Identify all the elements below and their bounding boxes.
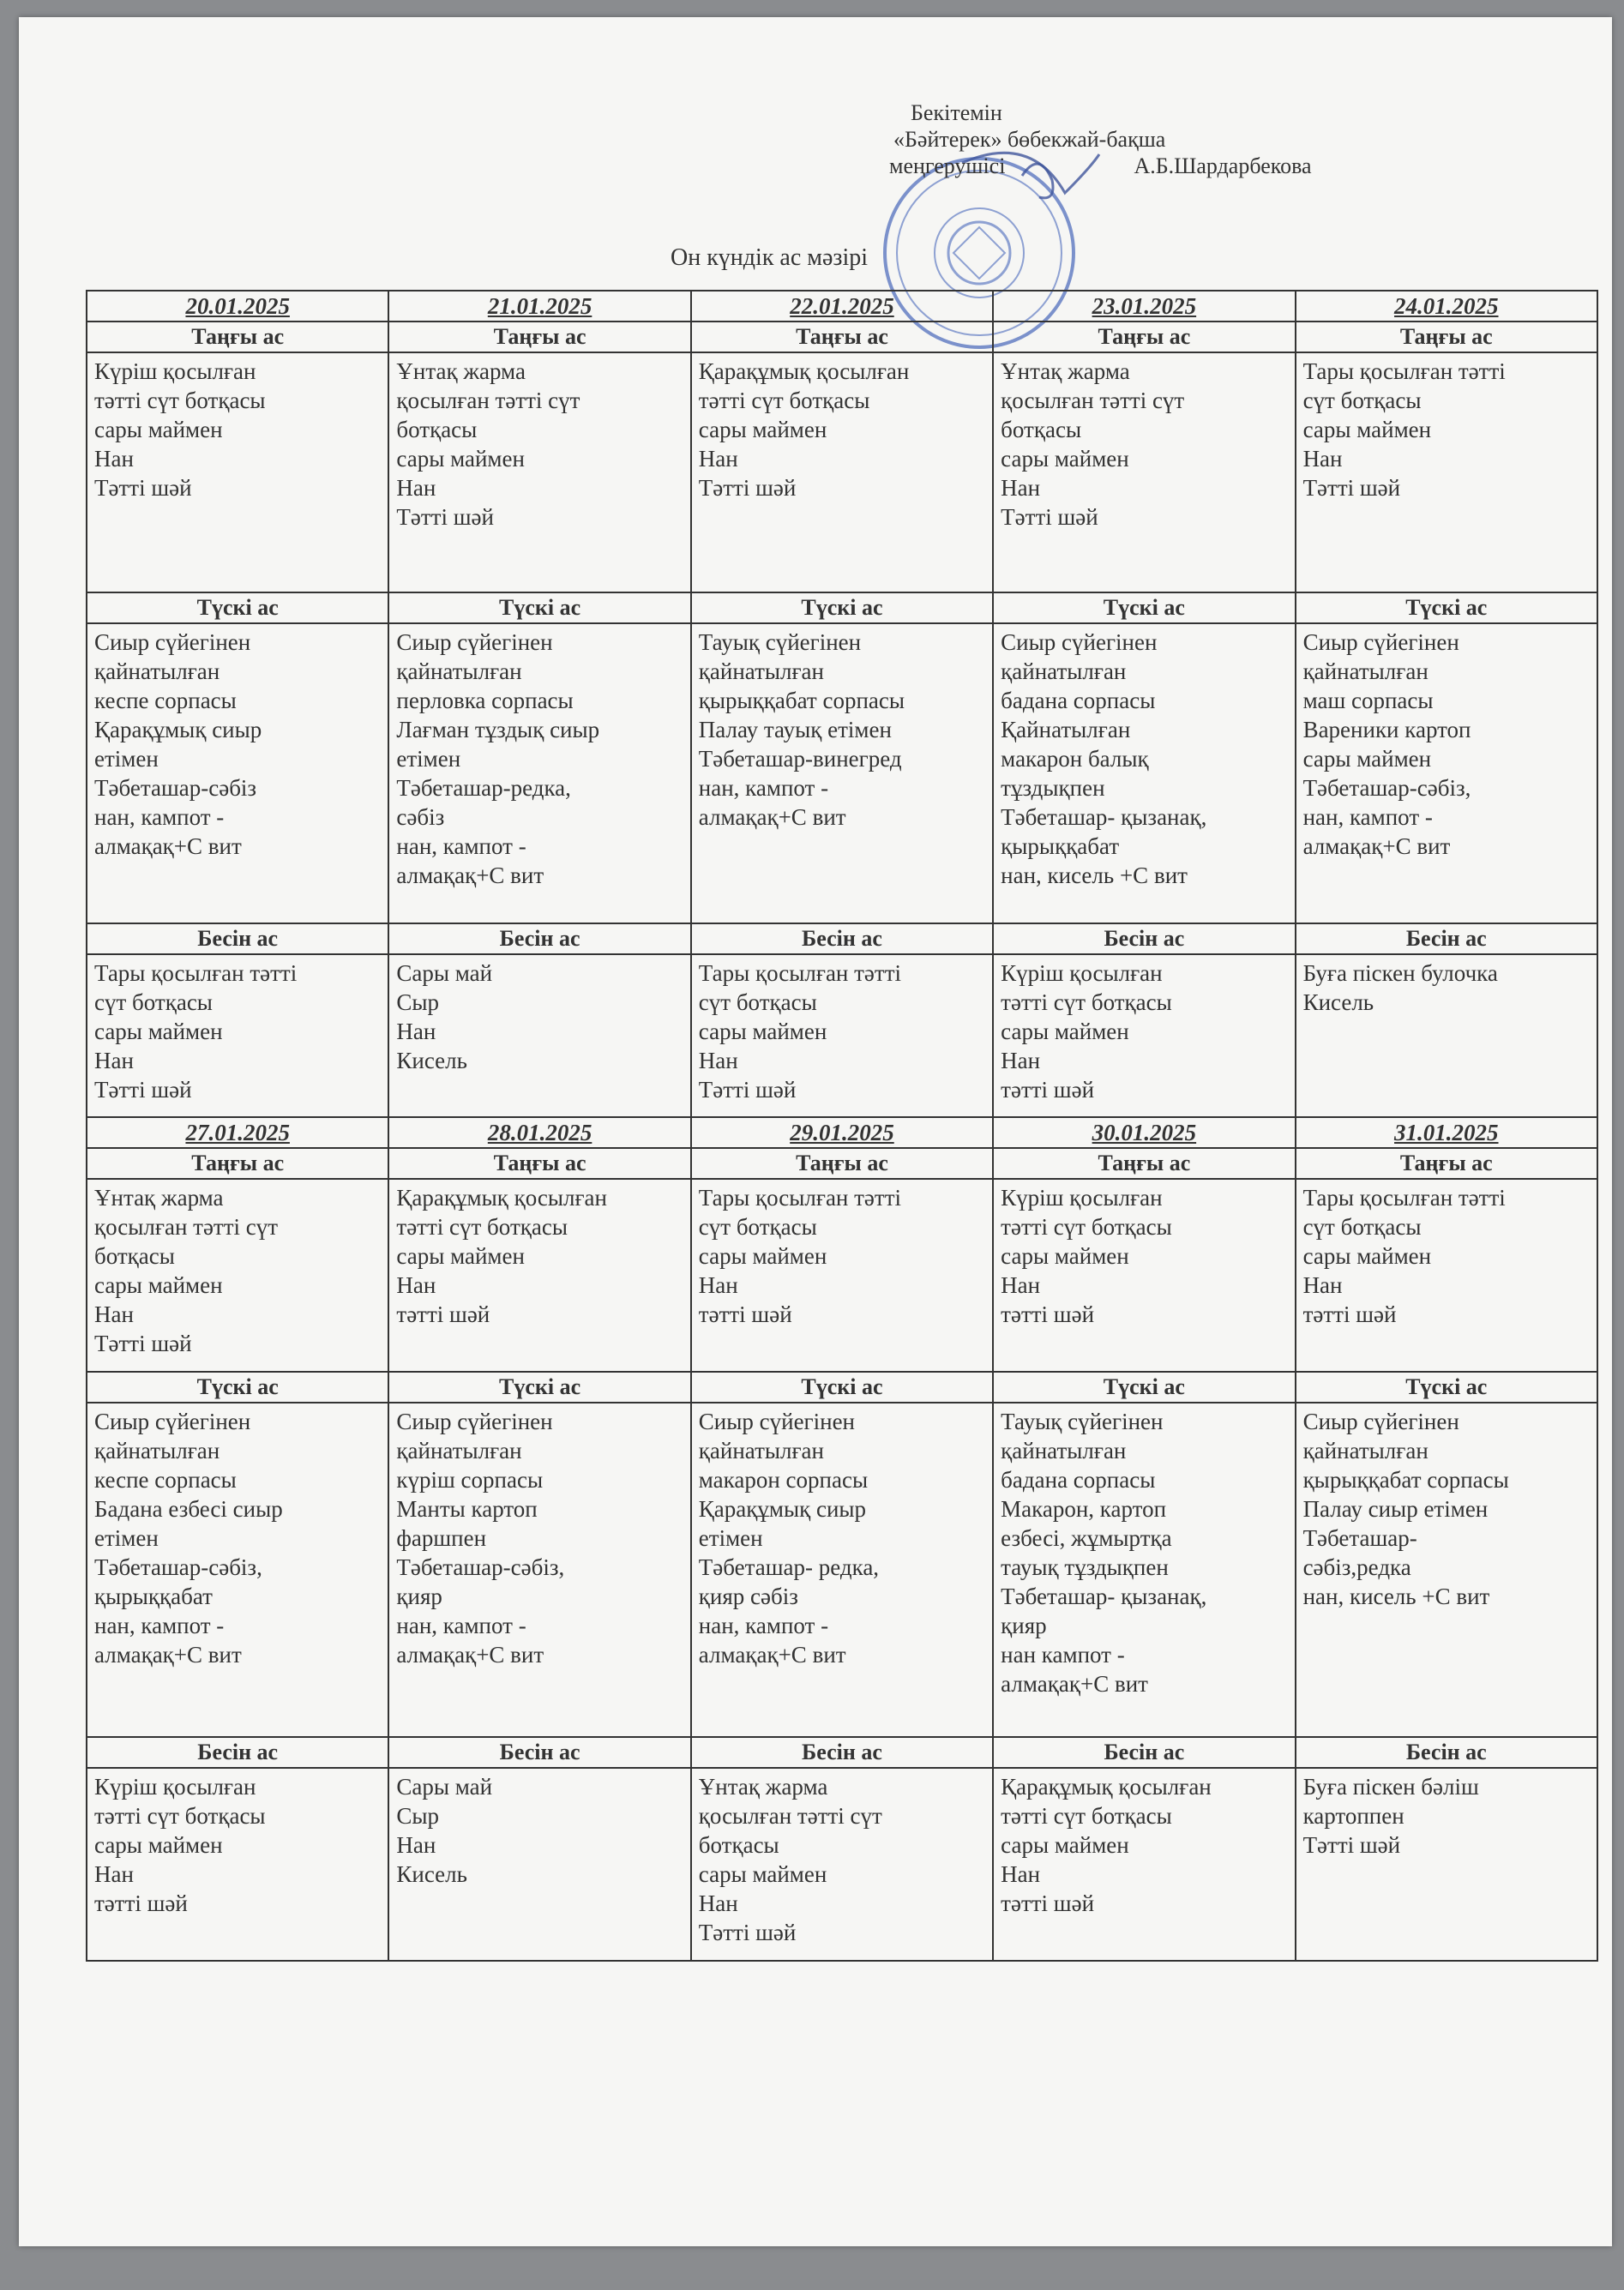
date-row [87, 291, 1597, 322]
menu-cell: Сары май Сыр Нан Кисель [388, 954, 690, 1117]
meal-label-snack: Бесін ас [691, 923, 993, 954]
meal-label-lunch: Түскі ас [388, 1372, 690, 1403]
menu-row-breakfast [87, 1179, 1597, 1372]
menu-cell: Тауық сүйегінен қайнатылған қырыққабат сорпасы Палау тауық етімен Тәбеташар-винегред нан, кампот - алмақақ+С вит [691, 623, 993, 923]
approval-line-organization: «Бәйтерек» бөбекжай-бақша [893, 127, 1166, 152]
meal-label-snack: Бесін ас [993, 1737, 1295, 1768]
meal-label-lunch: Түскі ас [691, 592, 993, 623]
menu-cell: Сиыр сүйегінен қайнатылған қырыққабат сорпасы Палау сиыр етімен Тәбеташар- сәбіз,редка нан, кисель +С вит [1296, 1403, 1597, 1737]
menu-row-breakfast [87, 352, 1597, 592]
meal-label-snack: Бесін ас [388, 1737, 690, 1768]
menu-cell: Тары қосылған тәтті сүт ботқасы сары маймен Нан тәтті шәй [1296, 1179, 1597, 1372]
menu-cell: Ұнтақ жарма қосылған тәтті сүт ботқасы сары маймен Нан Тәтті шәй [87, 1179, 388, 1372]
approval-name: А.Б.Шардарбекова [1134, 153, 1312, 178]
meal-label-breakfast: Таңғы ас [87, 322, 388, 352]
meal-label-lunch: Түскі ас [87, 1372, 388, 1403]
meal-label-breakfast: Таңғы ас [388, 322, 690, 352]
meal-label-snack: Бесін ас [691, 1737, 993, 1768]
menu-row-snack [87, 1768, 1597, 1961]
menu-cell: Сиыр сүйегінен қайнатылған кеспе сорпасы Қарақұмық сиыр етімен Тәбеташар-сәбіз нан, кампот - алмақақ+С вит [87, 623, 388, 923]
menu-cell: Тары қосылған тәтті сүт ботқасы сары маймен Нан Тәтті шәй [691, 954, 993, 1117]
menu-cell: Қарақұмық қосылған тәтті сүт ботқасы сары маймен Нан тәтті шәй [388, 1179, 690, 1372]
approval-line-head [889, 153, 1477, 179]
menu-cell: Тауық сүйегінен қайнатылған бадана сорпасы Макарон, картоп езбесі, жұмыртқа тауық тұздықпен Тәбеташар- қызанақ, қияр нан кампот - алмақақ+С вит [993, 1403, 1295, 1737]
meal-label-snack: Бесін ас [1296, 1737, 1597, 1768]
menu-cell: Сиыр сүйегінен қайнатылған макарон сорпасы Қарақұмық сиыр етімен Тәбеташар- редка, қияр сәбіз нан, кампот - алмақақ+С вит [691, 1403, 993, 1737]
menu-cell: Қарақұмық қосылған тәтті сүт ботқасы сары маймен Нан Тәтті шәй [691, 352, 993, 592]
menu-cell: Сиыр сүйегінен қайнатылған маш сорпасы Вареники картоп сары маймен Тәбеташар-сәбіз, нан, кампот - алмақақ+С вит [1296, 623, 1597, 923]
menu-cell: Сиыр сүйегінен қайнатылған бадана сорпасы Қайнатылған макарон балық тұздықпен Тәбеташар- қызанақ, қырыққабат нан, кисель +С вит [993, 623, 1295, 923]
menu-cell: Сиыр сүйегінен қайнатылған перловка сорпасы Лағман тұздық сиыр етімен Тәбеташар-редка, сәбіз нан, кампот - алмақақ+С вит [388, 623, 690, 923]
menu-row-lunch [87, 1403, 1597, 1737]
menu-cell: Тары қосылған тәтті сүт ботқасы сары маймен Нан Тәтті шәй [1296, 352, 1597, 592]
meal-label-breakfast: Таңғы ас [691, 1148, 993, 1179]
meal-label-breakfast: Таңғы ас [1296, 322, 1597, 352]
menu-cell: Тары қосылған тәтті сүт ботқасы сары маймен Нан тәтті шәй [691, 1179, 993, 1372]
menu-cell: Қарақұмық қосылған тәтті сүт ботқасы сары маймен Нан тәтті шәй [993, 1768, 1295, 1961]
menu-cell: Күріш қосылған тәтті сүт ботқасы сары маймен Нан Тәтті шәй [87, 352, 388, 592]
meal-label-breakfast: Таңғы ас [1296, 1148, 1597, 1179]
meal-label-row [87, 923, 1597, 954]
date-cell: 22.01.2025 [691, 291, 993, 322]
meal-label-snack: Бесін ас [993, 923, 1295, 954]
date-row [87, 1117, 1597, 1148]
menu-row-lunch [87, 623, 1597, 923]
meal-label-snack: Бесін ас [87, 1737, 388, 1768]
menu-cell: Күріш қосылған тәтті сүт ботқасы сары маймен Нан тәтті шәй [993, 1179, 1295, 1372]
date-cell: 23.01.2025 [993, 291, 1295, 322]
document-title: Он күндік ас мәзірі [671, 244, 869, 271]
date-cell: 28.01.2025 [388, 1117, 690, 1148]
meal-label-lunch: Түскі ас [87, 592, 388, 623]
menu-cell: Буға піскен булочка Кисель [1296, 954, 1597, 1117]
meal-label-lunch: Түскі ас [1296, 1372, 1597, 1403]
approval-position: меңгерушісі [889, 153, 1006, 178]
menu-row-snack [87, 954, 1597, 1117]
menu-cell: Ұнтақ жарма қосылған тәтті сүт ботқасы сары маймен Нан Тәтті шәй [388, 352, 690, 592]
date-cell: 21.01.2025 [388, 291, 690, 322]
meal-label-snack: Бесін ас [1296, 923, 1597, 954]
meal-label-lunch: Түскі ас [1296, 592, 1597, 623]
meal-label-row [87, 322, 1597, 352]
meal-label-breakfast: Таңғы ас [87, 1148, 388, 1179]
meal-label-breakfast: Таңғы ас [691, 322, 993, 352]
menu-cell: Сары май Сыр Нан Кисель [388, 1768, 690, 1961]
menu-sheet [19, 17, 1612, 2246]
meal-label-lunch: Түскі ас [993, 1372, 1295, 1403]
date-cell: 24.01.2025 [1296, 291, 1597, 322]
menu-table [86, 290, 1598, 1962]
menu-cell: Ұнтақ жарма қосылған тәтті сүт ботқасы сары маймен Нан Тәтті шәй [993, 352, 1295, 592]
date-cell: 27.01.2025 [87, 1117, 388, 1148]
menu-cell: Ұнтақ жарма қосылған тәтті сүт ботқасы сары маймен Нан Тәтті шәй [691, 1768, 993, 1961]
date-cell: 31.01.2025 [1296, 1117, 1597, 1148]
menu-cell: Сиыр сүйегінен қайнатылған кеспе сорпасы Бадана езбесі сиыр етімен Тәбеташар-сәбіз, қырыққабат нан, кампот - алмақақ+С вит [87, 1403, 388, 1737]
date-cell: 20.01.2025 [87, 291, 388, 322]
meal-label-lunch: Түскі ас [691, 1372, 993, 1403]
meal-label-lunch: Түскі ас [993, 592, 1295, 623]
date-cell: 30.01.2025 [993, 1117, 1295, 1148]
meal-label-row [87, 1148, 1597, 1179]
meal-label-lunch: Түскі ас [388, 592, 690, 623]
meal-label-breakfast: Таңғы ас [388, 1148, 690, 1179]
menu-cell: Күріш қосылған тәтті сүт ботқасы сары маймен Нан тәтті шәй [993, 954, 1295, 1117]
approval-block [876, 99, 1477, 179]
menu-cell: Сиыр сүйегінен қайнатылған күріш сорпасы Манты картоп фаршпен Тәбеташар-сәбіз, қияр нан, кампот - алмақақ+С вит [388, 1403, 690, 1737]
date-cell: 29.01.2025 [691, 1117, 993, 1148]
meal-label-row [87, 592, 1597, 623]
meal-label-breakfast: Таңғы ас [993, 1148, 1295, 1179]
meal-label-snack: Бесін ас [388, 923, 690, 954]
meal-label-breakfast: Таңғы ас [993, 322, 1295, 352]
meal-label-snack: Бесін ас [87, 923, 388, 954]
meal-label-row [87, 1372, 1597, 1403]
approval-line-approve: Бекітемін [911, 100, 1002, 125]
menu-cell: Буға піскен бәліш картоппен Тәтті шәй [1296, 1768, 1597, 1961]
menu-cell: Тары қосылған тәтті сүт ботқасы сары маймен Нан Тәтті шәй [87, 954, 388, 1117]
meal-label-row [87, 1737, 1597, 1768]
menu-cell: Күріш қосылған тәтті сүт ботқасы сары маймен Нан тәтті шәй [87, 1768, 388, 1961]
